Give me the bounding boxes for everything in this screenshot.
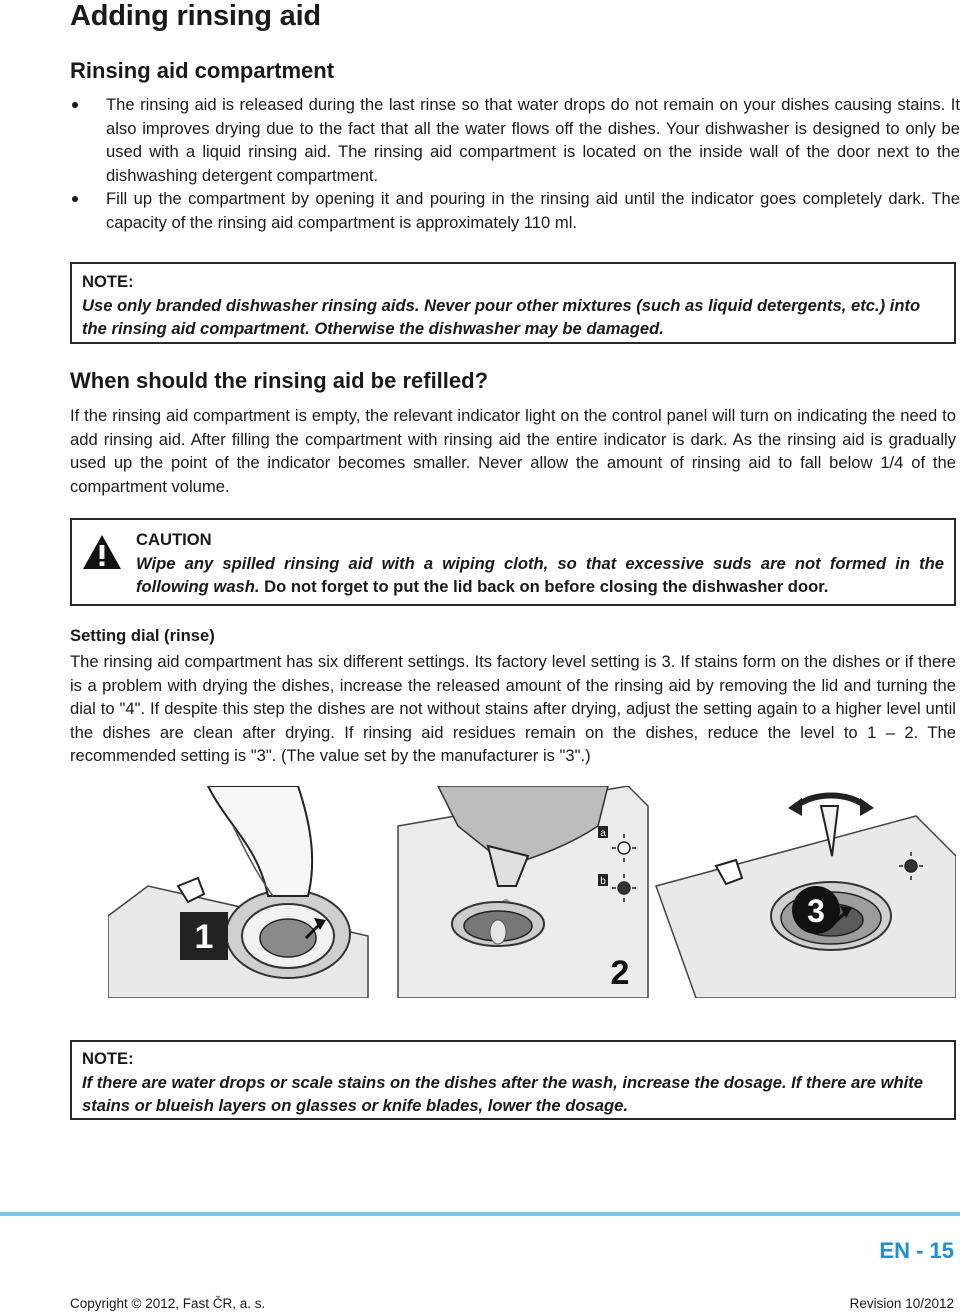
section-title-rinsing-aid-compartment: Rinsing aid compartment (70, 58, 335, 83)
section-title-refill: When should the rinsing aid be refilled? (70, 368, 489, 393)
rinsing-aid-illustration (108, 786, 956, 998)
note-label: NOTE: (82, 1049, 134, 1068)
bullet-icon (72, 196, 78, 202)
page-title: Adding rinsing aid (70, 0, 321, 32)
note-box (70, 262, 956, 344)
copyright: Copyright © 2012, Fast ČR, a. s. (70, 1296, 266, 1311)
note-box (70, 1040, 956, 1120)
warning-triangle-icon (82, 534, 122, 570)
note-text: Use only branded dishwasher rinsing aids. Never pour other mixtures (such as liquid detergents, etc.) into the rinsing aid compartment. Otherwise the dishwasher may be damaged. (82, 295, 921, 338)
step-number: 2 (610, 954, 630, 992)
setting-dial-paragraph: The rinsing aid compartment has six different settings. Its factory level setting is 3. If stains form on the dishes or if there is a problem with drying the dishes, increase the released amount of the rinsing aid by removing the lid and turning the dial to "4". If despite this step the dishes are not without stains after drying, adjust the setting again to a higher level until the dishes are clean after drying. If rinsing aid residues remain on the dishes, reduce the level to 1 – 2. The recommended setting is "3". (The value set by the manufacturer is "3".) (70, 652, 956, 765)
refill-paragraph: If the rinsing aid compartment is empty, the relevant indicator light on the control panel will turn on indicating the need to add rinsing aid. After filling the compartment with rinsing aid the entire indicator is dark. As the rinsing aid is gradually used up the point of the indicator becomes smaller. Never allow the amount of rinsing aid to fall below 1/4 of the compartment volume. (70, 406, 956, 496)
bullet-list (70, 93, 960, 234)
note-label: NOTE: (82, 272, 134, 291)
caution-box (70, 518, 956, 606)
indicator-label: a (600, 828, 606, 839)
indicator-label: b (600, 876, 606, 887)
list-item: The rinsing aid is released during the last rinse so that water drops do not remain on your dishes causing stains. It also improves drying due to the fact that all the water flows off the dishes. Your dishwasher is designed to only be used with a liquid rinsing aid. The rinsing aid compartment is located on the inside wall of the door next to the dishwashing detergent compartment. (70, 93, 960, 187)
note-text: If there are water drops or scale stains on the dishes after the wash, increase the dosage. If there are white stains or blueish layers on glasses or knife blades, lower the dosage. (82, 1072, 924, 1115)
section-title-setting-dial: Setting dial (rinse) (70, 626, 215, 645)
step-number: 1 (194, 918, 214, 956)
step-number: 3 (807, 893, 825, 929)
footer-rule (0, 1212, 960, 1216)
caution-label: CAUTION (136, 530, 212, 549)
caution-text: Wipe any spilled rinsing aid with a wiping cloth, so that excessive suds are not formed in the following wash. Do not forget to put the lid back on before closing the dishwasher door. (136, 553, 944, 596)
step-2-illustration (398, 786, 648, 998)
step-3-illustration (656, 786, 956, 998)
page-number: EN - 15 (879, 1238, 954, 1263)
revision: Revision 10/2012 (849, 1296, 954, 1311)
step-1-illustration (108, 786, 368, 998)
bullet-icon (72, 102, 78, 108)
list-item: Fill up the compartment by opening it and pouring in the rinsing aid until the indicator goes completely dark. The capacity of the rinsing aid compartment is approximately 110 ml. (70, 187, 960, 234)
